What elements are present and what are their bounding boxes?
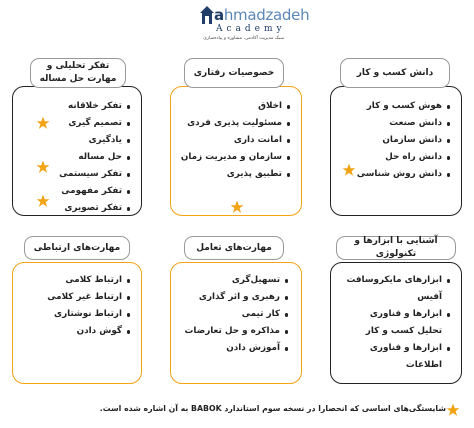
list-item: تطبیق پذیری [182,166,292,183]
card-title: خصوصیات رفتاری [184,58,284,88]
star-icon [230,200,244,214]
card-title: تفکر تحلیلی و مهارت حل مساله [30,58,126,88]
list-item: مسئولیت پذیری فردی [182,115,292,132]
star-icon [36,194,50,208]
card-title: مهارت‌های تعامل [184,236,284,260]
list-item: کار تیمی [186,306,290,323]
card-title: آشنایی با ابزارها و تکنولوژی [336,236,456,260]
list-item: تصمیم گیری [36,115,132,132]
list-item: ارتباط کلامی [32,272,132,289]
list-item: دانش روش شناسی [356,166,452,183]
logo-tagline: سبک مدیریت آکادمی، مشاوره و پیاده‌سازی [203,36,284,41]
list-item-continued: تحلیل کسب و کار [365,326,442,336]
academy-logo [196,4,310,46]
card-list [36,98,132,217]
list-item: ابزارها و فناوری [346,306,452,323]
list-item: دانش سازمان [356,132,452,149]
card-list [32,272,132,340]
list-item: ارتباط غیر کلامی [32,289,132,306]
list-item: دانش صنعت [356,115,452,132]
list-item: ارتباط نوشتاری [32,306,132,323]
card-list [356,98,452,183]
list-item: تفکر تصویری [36,200,132,217]
list-item: آموزش دادن [186,340,290,357]
list-item-continued: آفیس [417,292,442,302]
list-item: تفکر خلاقانه [36,98,132,115]
list-item: اخلاق [182,98,292,115]
card-list [346,272,452,374]
list-item: مذاکره و حل تعارضات [186,323,290,340]
list-item: سازمان و مدیریت زمان [182,149,292,166]
list-item: امانت داری [182,132,292,149]
list-item: هوش کسب و کار [356,98,452,115]
star-icon [36,160,50,174]
list-item: ابزارها و فناوری [346,340,452,357]
list-item: رهبری و اثر گذاری [186,289,290,306]
footer-note: شایستگی‌های اساسی که انحصارا در نسخه سوم استاندارد BABOK به آن اشاره شده است. [99,404,446,413]
list-item: ابزارهای مایکروسافت [346,272,452,289]
card-title: مهارت‌های ارتباطی [24,236,130,260]
legend-star-icon [446,403,460,417]
list-item: دانش راه حل [356,149,452,166]
logo-title: ahmadzadeh [214,6,310,24]
list-item: حل مساله [36,149,132,166]
card-title: دانش کسب و کار [340,58,450,88]
list-item: یادگیری [36,132,132,149]
star-icon [342,163,356,177]
list-item: تفکر مفهومی [36,183,132,200]
list-item: گوش دادن [32,323,132,340]
star-icon [36,116,50,130]
list-item: تفکر سیستمی [36,166,132,183]
list-item: تسهیل‌گری [186,272,290,289]
house-icon [200,6,214,24]
card-list [186,272,290,357]
card-list [182,98,292,183]
list-item-continued: اطلاعات [405,360,442,370]
logo-subtitle: Academy [216,24,286,34]
